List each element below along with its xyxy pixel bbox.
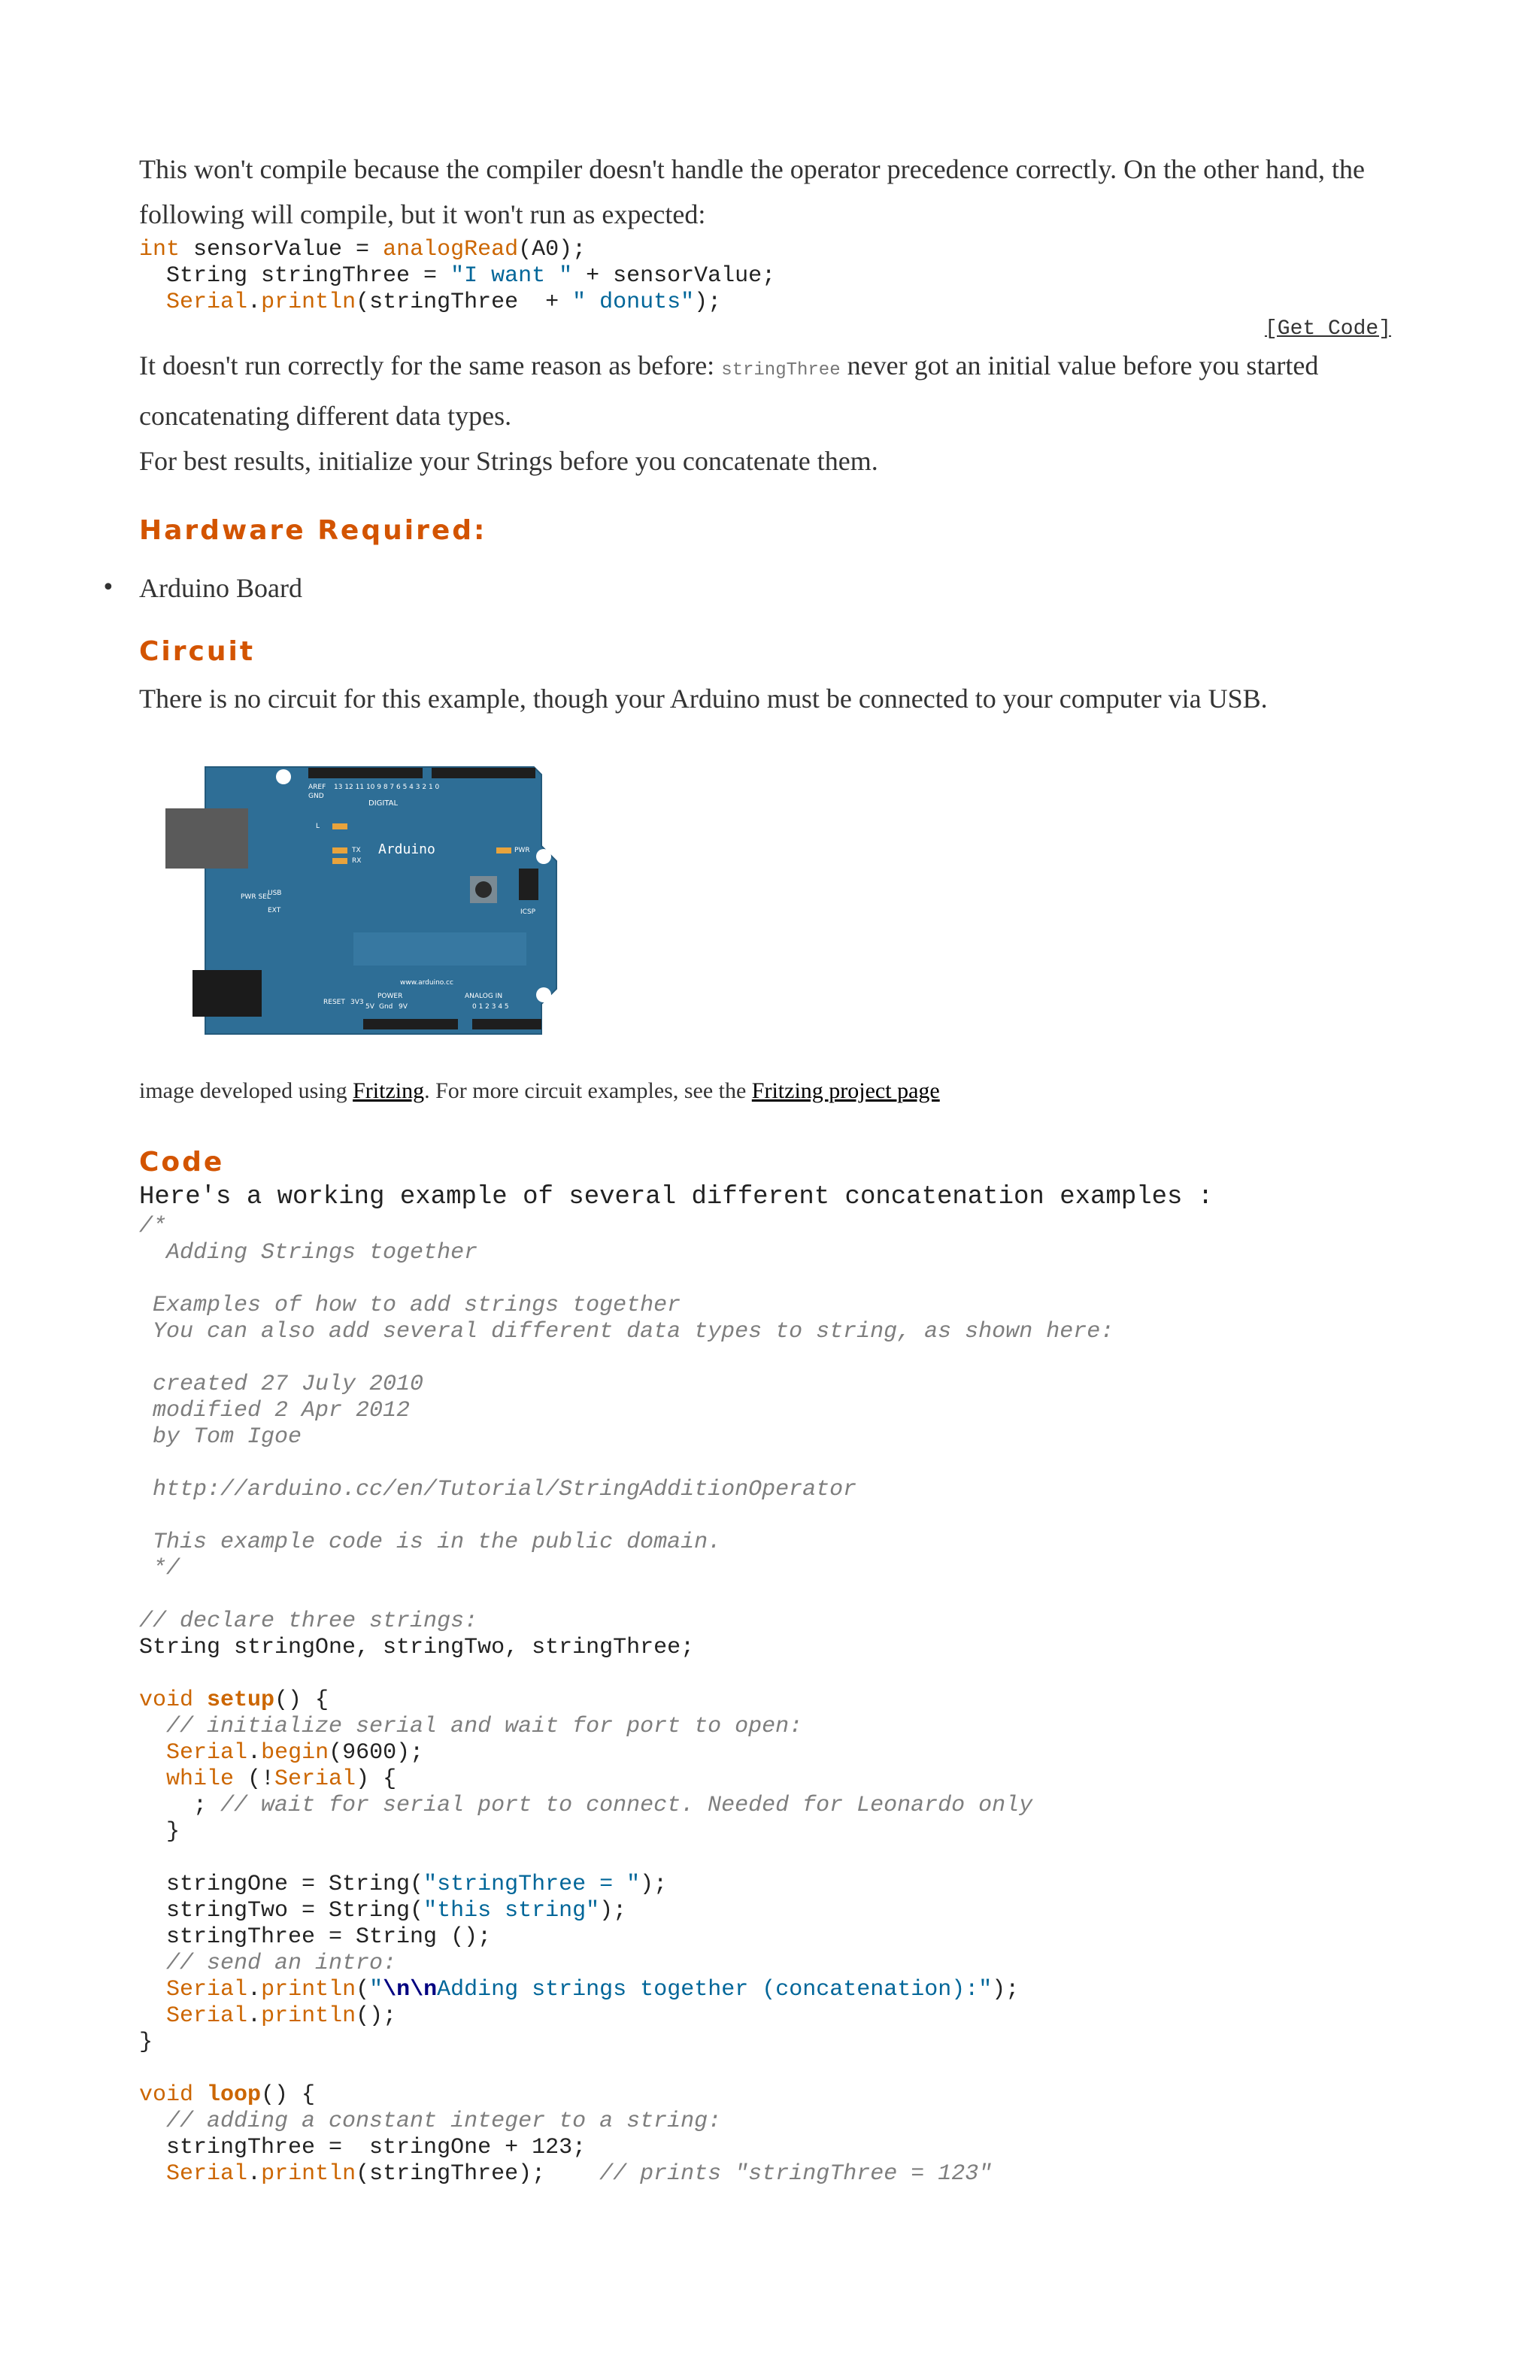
image-caption: image developed using Fritzing. For more circuit examples, see the Fritzing project page [139, 1078, 940, 1103]
hardware-heading: Hardware Required: [139, 515, 487, 546]
tx-label: TX [352, 847, 361, 854]
code-heading: Code [139, 1147, 225, 1178]
bullet-icon: • [102, 575, 115, 601]
v33-label: 3V3 [350, 999, 364, 1006]
content [102, 147, 1391, 2187]
ext-label: EXT [268, 907, 281, 914]
hardware-list [102, 565, 1391, 611]
gnd-label: GND [308, 793, 324, 800]
fritzing-link[interactable]: Fritzing [353, 1078, 425, 1103]
inline-code: stringThree [721, 360, 841, 380]
board-label: Arduino [378, 841, 435, 857]
reset-label: RESET [323, 999, 345, 1006]
aref-label: AREF [308, 784, 326, 791]
code-block: /* Adding Strings together Examples of how to add strings together You can also add several different data types to string, as shown here: created 27 July 2010 modified 2 Apr 2012 by Tom Igoe http://arduino.cc/en/Tutorial/StringAdditionOperator This example code is in the public domain. */ // declare three strings: String stringOne, stringTwo, stringThree; void setup() { // initialize serial and wait for port to open: Serial.begin(9600); while (!Serial) { ; // wait for serial port to connect. Needed for Leonardo only } stringOne = String("stringThree = "); stringTwo = String("this string"); stringThree = String (); // send an intro: Serial.println("\n\nAdding strings together (concatenation):"); Serial.println(); } void loop() { // adding a constant integer to a string: stringThree = stringOne + 123; Serial.println(stringThree); // prints "stringThree = 123" [139, 1214, 1114, 2187]
power-label: POWER [377, 993, 403, 1000]
usb-label: USB [268, 890, 282, 897]
fritzing-project-link[interactable]: Fritzing project page [751, 1078, 940, 1103]
l-label: L [316, 823, 320, 830]
explanation-paragraph: It doesn't run correctly for the same reason as before: stringThree never got an initial value before you started concatenating different data types. [139, 350, 1319, 431]
best-results-paragraph: For best results, initialize your Strings before you concatenate them. [139, 446, 878, 476]
intro-paragraph: This won't compile because the compiler doesn't handle the operator precedence correctly. On the other hand, the following will compile, but it won't run as expected: [139, 154, 1366, 229]
digital-pins-label: 13 12 11 10 9 8 7 6 5 4 3 2 1 0 [334, 784, 440, 791]
circuit-heading: Circuit [139, 636, 256, 667]
rx-label: RX [352, 857, 362, 865]
analog-pins-label: 0 1 2 3 4 5 [472, 1003, 509, 1011]
circuit-text: There is no circuit for this example, though your Arduino must be connected to your computer via USB. [139, 684, 1268, 714]
get-code-row [139, 316, 1391, 343]
get-code-link[interactable]: [Get Code] [1264, 317, 1391, 341]
v5-label: 5V [365, 1003, 374, 1011]
vgnd-label: Gnd [379, 1003, 393, 1011]
pwr-label: PWR [514, 847, 530, 854]
pwrsel-label: PWR SEL [241, 893, 271, 901]
arduino-board-svg [165, 763, 587, 1038]
code-intro: Here's a working example of several different concatenation examples : [139, 1183, 1214, 1211]
vin-label: 9V [399, 1003, 408, 1011]
arduino-board-image [165, 763, 587, 1038]
digital-label: DIGITAL [368, 799, 399, 808]
analog-label: ANALOG IN [465, 993, 503, 1000]
url-label: www.arduino.cc [400, 979, 453, 987]
list-item: • Arduino Board [139, 565, 1391, 611]
icsp-label: ICSP [520, 908, 536, 916]
code-snippet: int sensorValue = analogRead(A0); String stringThree = "I want " + sensorValue; Serial.println(stringThree + " donuts"); [139, 237, 776, 315]
